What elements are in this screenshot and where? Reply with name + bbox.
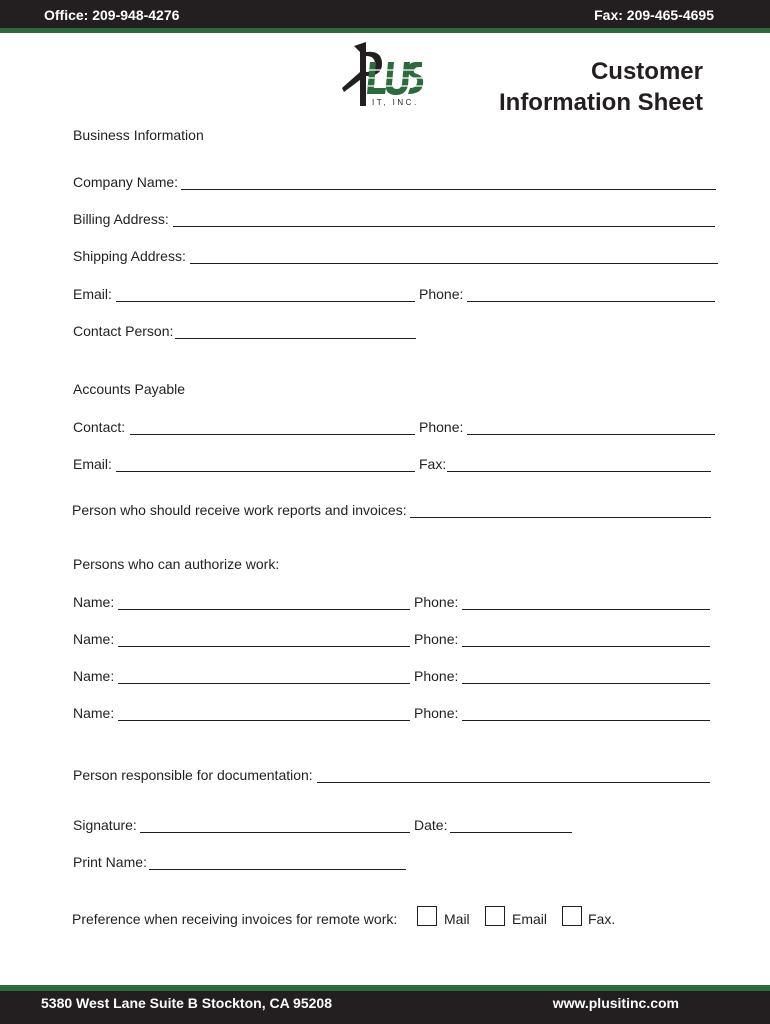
authorize-phone-field[interactable] <box>462 646 710 647</box>
preference-label: Preference when receiving invoices for remote work: <box>72 911 398 927</box>
signature-field[interactable] <box>140 832 410 833</box>
print-name-row <box>73 854 413 874</box>
ap-fax-label: Fax: <box>419 456 447 472</box>
billing-address-field[interactable] <box>173 226 715 227</box>
business-heading: Business Information <box>73 127 204 143</box>
billing-address-row <box>73 211 718 231</box>
company-name-row <box>73 174 718 194</box>
date-field[interactable] <box>450 832 572 833</box>
ap-email-row <box>73 456 718 476</box>
authorize-name-field[interactable] <box>118 720 410 721</box>
accounts-payable-heading: Accounts Payable <box>73 381 186 397</box>
business-phone-field[interactable] <box>467 301 715 302</box>
company-name-label: Company Name: <box>73 174 179 190</box>
authorize-phone-label: Phone: <box>414 668 459 684</box>
shipping-address-row <box>73 248 720 268</box>
ap-contact-label: Contact: <box>73 419 126 435</box>
preference-row <box>72 911 632 935</box>
fax-checkbox[interactable] <box>562 906 582 926</box>
mail-checkbox[interactable] <box>417 906 437 926</box>
authorize-phone-label: Phone: <box>414 705 459 721</box>
contact-person-field[interactable] <box>175 338 416 339</box>
ap-fax-field[interactable] <box>447 471 711 472</box>
billing-address-label: Billing Address: <box>73 211 169 227</box>
fax-option-label: Fax. <box>588 911 616 927</box>
authorize-row <box>73 668 718 688</box>
reports-row <box>72 502 717 522</box>
authorize-phone-label: Phone: <box>414 594 459 610</box>
authorize-name-field[interactable] <box>118 683 410 684</box>
company-name-field[interactable] <box>181 189 716 190</box>
authorize-row <box>73 705 718 725</box>
authorize-phone-field[interactable] <box>462 720 710 721</box>
print-name-label: Print Name: <box>73 854 147 870</box>
footer-bar <box>0 991 770 1024</box>
email-checkbox[interactable] <box>485 906 505 926</box>
logo-subtitle: IT, INC. <box>372 98 419 107</box>
ap-phone-field[interactable] <box>467 434 715 435</box>
contact-person-label: Contact Person: <box>73 323 174 339</box>
signature-label: Signature: <box>73 817 137 833</box>
page-title <box>499 56 703 118</box>
business-email-row <box>73 286 718 306</box>
mail-option-label: Mail <box>444 911 470 927</box>
shipping-address-field[interactable] <box>190 263 718 264</box>
business-email-field[interactable] <box>116 301 415 302</box>
contact-person-row <box>73 323 418 343</box>
business-email-label: Email: <box>73 286 112 302</box>
authorize-row <box>73 594 718 614</box>
authorize-name-label: Name: <box>73 594 115 610</box>
signature-row <box>73 817 573 837</box>
footer-website[interactable]: www.plusitinc.com <box>552 995 679 1011</box>
ap-email-field[interactable] <box>116 471 415 472</box>
authorize-heading: Persons who can authorize work: <box>73 556 280 572</box>
ap-contact-row <box>73 419 718 439</box>
footer-address: 5380 West Lane Suite B Stockton, CA 95208 <box>41 995 332 1011</box>
authorize-name-field[interactable] <box>118 646 410 647</box>
email-option-label: Email <box>512 911 548 927</box>
office-phone: Office: 209-948-4276 <box>44 7 180 23</box>
header-bar <box>0 0 770 28</box>
ap-contact-field[interactable] <box>130 434 415 435</box>
documentation-label: Person responsible for documentation: <box>73 767 313 783</box>
shipping-address-label: Shipping Address: <box>73 248 186 264</box>
documentation-row <box>73 767 718 787</box>
authorize-phone-field[interactable] <box>462 609 710 610</box>
reports-field[interactable] <box>410 517 711 518</box>
documentation-field[interactable] <box>317 782 710 783</box>
authorize-name-label: Name: <box>73 668 115 684</box>
authorize-row <box>73 631 718 651</box>
title-line-2: Information Sheet <box>498 89 703 116</box>
authorize-name-label: Name: <box>73 705 115 721</box>
authorize-name-label: Name: <box>73 631 115 647</box>
authorize-name-field[interactable] <box>118 609 410 610</box>
authorize-phone-label: Phone: <box>414 631 459 647</box>
fax-number: Fax: 209-465-4695 <box>594 7 714 23</box>
header-stripe <box>0 28 770 33</box>
date-label: Date: <box>414 817 448 833</box>
print-name-field[interactable] <box>149 869 406 870</box>
plus-it-logo <box>340 42 424 110</box>
ap-email-label: Email: <box>73 456 112 472</box>
authorize-phone-field[interactable] <box>462 683 710 684</box>
business-phone-label: Phone: <box>419 286 464 302</box>
reports-label: Person who should receive work reports and invoices: <box>72 502 407 518</box>
ap-phone-label: Phone: <box>419 419 464 435</box>
title-line-1: Customer <box>590 58 703 85</box>
